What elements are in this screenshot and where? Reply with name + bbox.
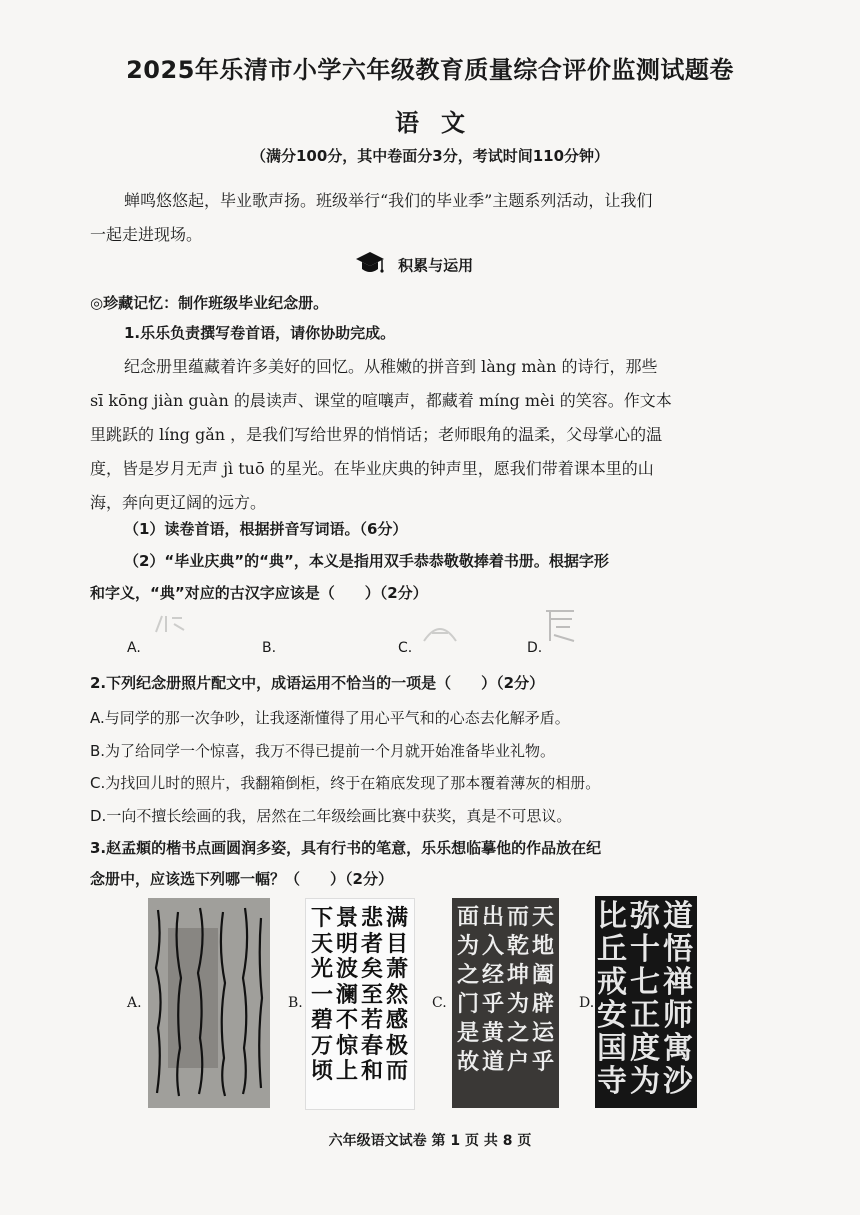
calligraphy-character: 禅	[663, 965, 693, 1000]
section-label: 积累与运用	[398, 256, 474, 275]
calligraphy-character: 正	[630, 998, 660, 1033]
q1-option-d: D.	[527, 640, 543, 656]
section-heading	[355, 250, 473, 280]
q1-sub-2-line-1: （2）“毕业庆典”的“典”，本义是指用双手恭恭敬敬捧着书册。根据字形	[124, 552, 609, 570]
calligraphy-character: 天	[311, 930, 334, 957]
calligraphy-character: 之	[507, 1020, 530, 1046]
calligraphy-character: 寓	[663, 1031, 693, 1066]
calligraphy-image-c	[452, 898, 559, 1108]
calligraphy-character: 若	[361, 1007, 384, 1033]
calligraphy-character: 而	[507, 904, 530, 930]
calligraphy-character: 比	[597, 899, 627, 934]
calligraphy-character: 矣	[361, 956, 384, 982]
calligraphy-character: 阖	[532, 962, 555, 988]
calligraphy-character: 然	[386, 981, 409, 1008]
q3-stem-line-1: 3.赵孟頫的楷书点画圆润多姿，具有行书的笔意，乐乐想临摹他的作品放在纪	[90, 839, 602, 857]
calligraphy-character: 十	[630, 932, 660, 967]
calligraphy-character: 坤	[507, 962, 530, 988]
calligraphy-character: 安	[597, 998, 627, 1033]
q1-passage-line: 海，奔向更辽阔的远方。	[90, 493, 267, 512]
calligraphy-character: 弥	[630, 899, 660, 934]
ancient-glyph-d-image	[540, 605, 580, 649]
q1-passage-line: sī kōng jiàn guàn 的晨读声、课堂的喧嚷声，都藏着 míng mèi 的笑容。作文本	[90, 391, 672, 410]
calligraphy-character: 辟	[532, 991, 555, 1017]
calligraphy-character: 顷	[311, 1058, 334, 1084]
q3-label-d: D.	[579, 995, 595, 1011]
calligraphy-character: 度	[630, 1031, 660, 1066]
calligraphy-character: 悲	[361, 905, 384, 931]
exam-info: （满分100分，其中卷面分3分，考试时间110分钟）	[250, 147, 610, 165]
q1-passage-line: 纪念册里蕴藏着许多美好的回忆。从稚嫩的拼音到 làng màn 的诗行，那些	[124, 357, 658, 376]
calligraphy-image-d	[595, 896, 697, 1108]
calligraphy-character: 光	[311, 956, 334, 982]
calligraphy-character: 澜	[336, 981, 359, 1008]
calligraphy-character: 乎	[532, 1049, 555, 1075]
calligraphy-character: 道	[663, 899, 693, 934]
intro-line-1: 蝉鸣悠悠起，毕业歌声扬。班级举行“我们的毕业季”主题系列活动，让我们	[124, 191, 653, 210]
calligraphy-character: 故	[457, 1049, 480, 1075]
calligraphy-character: 面	[457, 904, 480, 930]
calligraphy-character: 乎	[482, 991, 505, 1017]
calligraphy-character: 丘	[597, 932, 627, 967]
calligraphy-character: 沙	[663, 1064, 693, 1099]
calligraphy-character: 出	[482, 904, 505, 930]
calligraphy-character: 春	[361, 1032, 384, 1059]
q1-passage-line: 里跳跃的 líng gǎn ，是我们写给世界的悄悄话；老师眼角的温柔，父母掌心的温	[90, 425, 663, 444]
calligraphy-character: 乾	[507, 933, 530, 959]
calligraphy-character: 景	[336, 905, 359, 931]
page-footer: 六年级语文试卷 第 1 页 共 8 页	[328, 1133, 532, 1149]
calligraphy-character: 七	[630, 965, 660, 1000]
subject-title: 语文	[395, 109, 487, 137]
q3-stem-line-2: 念册中，应该选下列哪一幅？（ ）（2分）	[90, 870, 393, 888]
calligraphy-character: 而	[386, 1058, 409, 1084]
part-label: ◎珍藏记忆：制作班级毕业纪念册。	[90, 294, 329, 312]
graduation-cap-icon	[355, 250, 385, 280]
calligraphy-character: 黄	[482, 1020, 505, 1046]
calligraphy-image-b	[305, 898, 415, 1110]
q1-option-c: C.	[398, 640, 413, 656]
q1-sub-1: （1）读卷首语，根据拼音写词语。（6分）	[124, 520, 408, 538]
calligraphy-character: 寺	[597, 1064, 627, 1099]
q1-option-b: B.	[262, 640, 277, 656]
calligraphy-character: 上	[336, 1058, 359, 1084]
calligraphy-character: 为	[630, 1064, 660, 1099]
q3-label-b: B.	[288, 995, 303, 1011]
q1-option-a: A.	[127, 640, 141, 656]
calligraphy-image-a	[148, 898, 270, 1108]
calligraphy-character: 和	[361, 1058, 384, 1084]
calligraphy-character: 感	[386, 1007, 409, 1033]
calligraphy-character: 为	[507, 991, 530, 1017]
calligraphy-character: 不	[336, 1007, 359, 1033]
calligraphy-character: 道	[482, 1049, 505, 1075]
calligraphy-character: 者	[361, 930, 384, 957]
calligraphy-character: 波	[336, 956, 359, 982]
calligraphy-character: 门	[457, 991, 480, 1017]
q3-label-c: C.	[432, 995, 447, 1011]
q1-passage-line: 度，皆是岁月无声 jì tuō 的星光。在毕业庆典的钟声里，愿我们带着课本里的山	[90, 459, 654, 478]
q1-sub-2-line-2: 和字义，“典”对应的古汉字应该是（ ）（2分）	[90, 584, 428, 602]
calligraphy-character: 地	[532, 933, 555, 959]
calligraphy-character: 碧	[311, 1007, 334, 1033]
calligraphy-character: 万	[311, 1032, 334, 1059]
q2-option-d: D.一向不擅长绘画的我，居然在二年级绘画比赛中获奖，真是不可思议。	[90, 807, 572, 825]
calligraphy-character: 国	[597, 1031, 627, 1066]
calligraphy-character: 满	[386, 905, 409, 931]
calligraphy-character: 是	[457, 1020, 480, 1046]
ancient-glyph-c-image	[420, 615, 460, 649]
calligraphy-character: 之	[457, 962, 480, 988]
calligraphy-character: 至	[361, 981, 384, 1008]
q2-stem: 2.下列纪念册照片配文中，成语运用不恰当的一项是（ ）（2分）	[90, 674, 545, 692]
q3-label-a: A.	[127, 995, 142, 1011]
calligraphy-character: 悟	[663, 932, 693, 967]
q1-stem: 1.乐乐负责撰写卷首语，请你协助完成。	[124, 324, 396, 342]
calligraphy-character: 惊	[336, 1032, 359, 1059]
calligraphy-character: 入	[482, 933, 505, 959]
calligraphy-character: 萧	[386, 956, 409, 982]
page-title: 2025年乐清市小学六年级教育质量综合评价监测试题卷	[126, 56, 734, 84]
calligraphy-character: 一	[311, 981, 334, 1008]
calligraphy-character: 戒	[597, 965, 627, 1000]
calligraphy-character: 师	[663, 998, 693, 1033]
calligraphy-character: 运	[532, 1020, 555, 1046]
intro-line-2: 一起走进现场。	[90, 225, 203, 244]
q2-option-a: A.与同学的那一次争吵，让我逐渐懂得了用心平气和的心态去化解矛盾。	[90, 709, 570, 727]
calligraphy-character: 下	[311, 905, 334, 931]
calligraphy-character: 为	[457, 933, 480, 959]
q2-option-b: B.为了给同学一个惊喜，我万不得已提前一个月就开始准备毕业礼物。	[90, 742, 556, 760]
calligraphy-character: 明	[336, 930, 359, 957]
calligraphy-character: 经	[482, 962, 505, 988]
ancient-glyph-a-image	[152, 612, 188, 642]
calligraphy-character: 天	[532, 904, 555, 930]
q2-option-c: C.为找回儿时的照片，我翻箱倒柜，终于在箱底发现了那本覆着薄灰的相册。	[90, 774, 601, 792]
calligraphy-character: 户	[507, 1049, 530, 1075]
calligraphy-character: 目	[386, 930, 409, 957]
calligraphy-character: 极	[386, 1032, 409, 1059]
